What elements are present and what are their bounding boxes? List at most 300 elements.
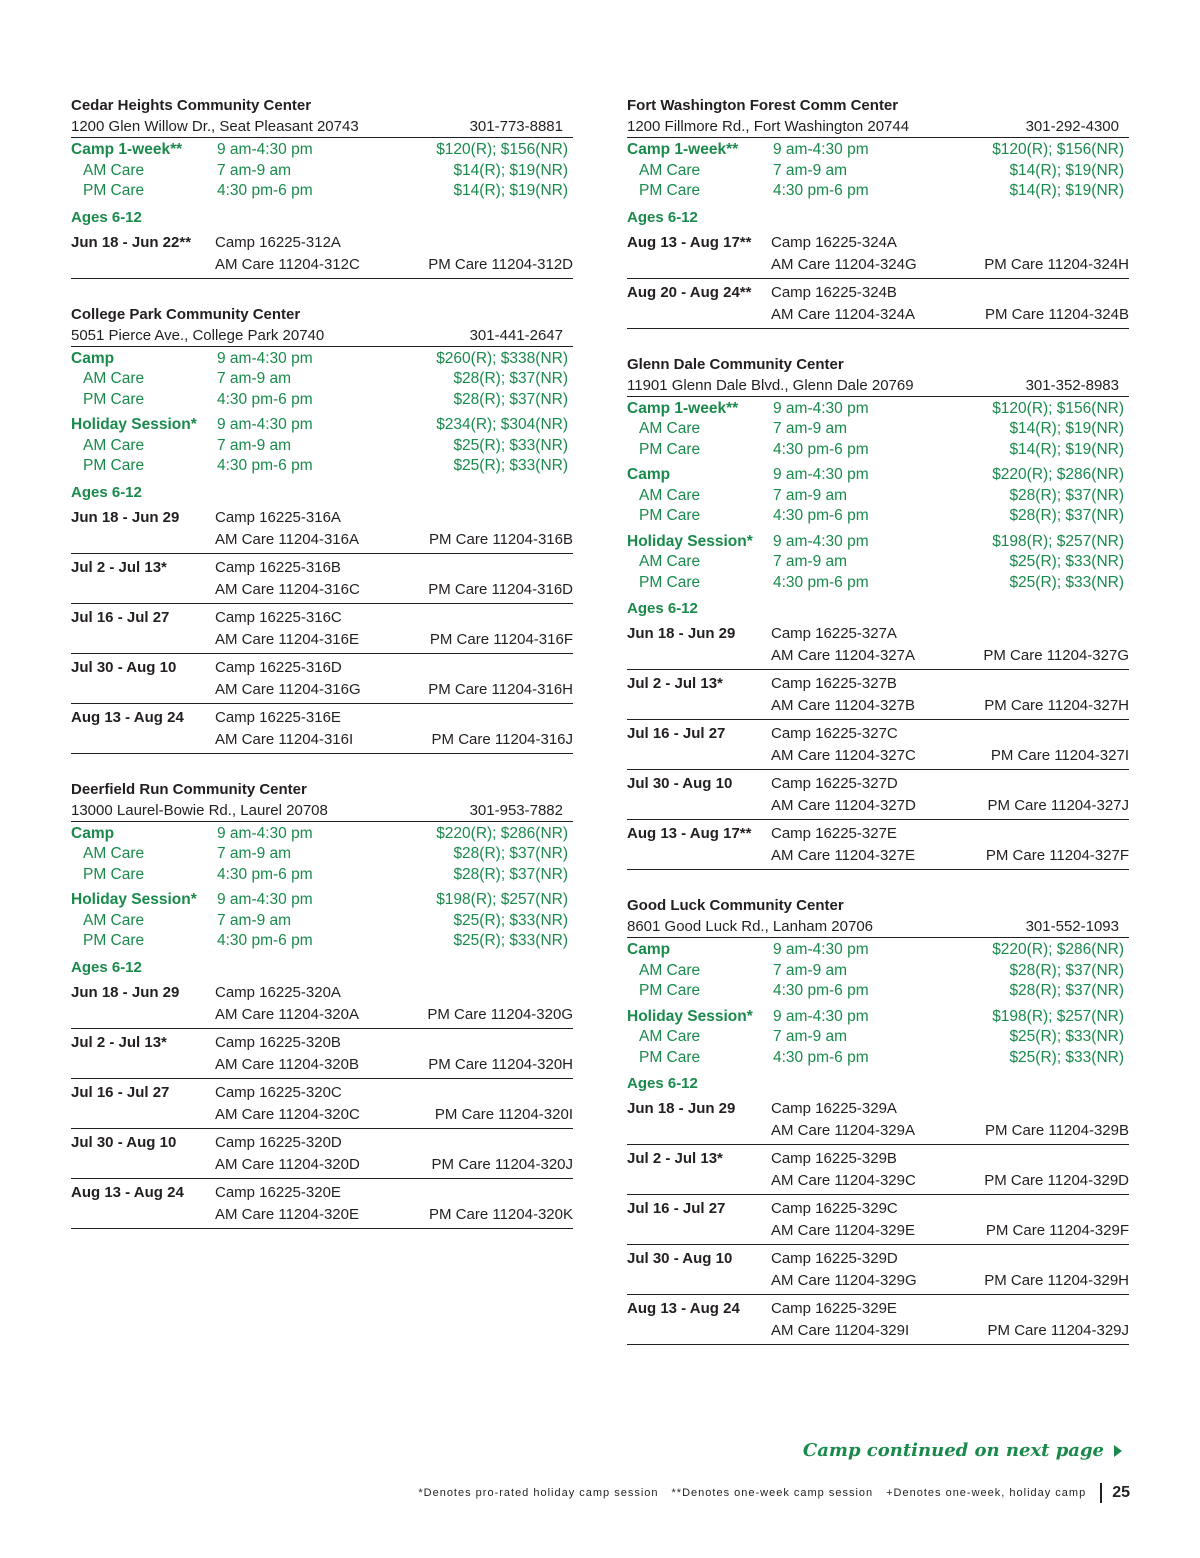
- fee-time: 9 am-4:30 pm: [773, 941, 869, 958]
- session-camp-code: Camp 16225-316B: [215, 558, 341, 576]
- session-am-care-code: AM Care 11204-320A: [215, 1005, 359, 1023]
- session-camp-code: Camp 16225-316A: [215, 508, 341, 526]
- fee-label: PM Care: [639, 507, 701, 524]
- session-am-care-code: AM Care 11204-327B: [771, 697, 915, 714]
- session-pm-care-code: PM Care 11204-320J: [431, 1155, 573, 1173]
- session-camp-code: Camp 16225-316D: [215, 658, 342, 676]
- session-date: Jul 30 - Aug 10: [71, 658, 177, 676]
- center-address: 1200 Fillmore Rd., Fort Washington 20744: [627, 118, 910, 135]
- fee-label: AM Care: [639, 420, 701, 437]
- session-row: [627, 620, 1129, 670]
- session-am-care-code: AM Care 11204-329C: [771, 1172, 916, 1189]
- ages-heading: Ages 6-12: [627, 208, 698, 226]
- fee-row: [627, 961, 1129, 982]
- center-address: 13000 Laurel-Bowie Rd., Laurel 20708: [71, 801, 328, 819]
- center-address-line: [71, 800, 573, 822]
- ages-heading: Ages 6-12: [71, 483, 142, 501]
- session-row: [627, 279, 1129, 329]
- session-camp-code: Camp 16225-320C: [215, 1083, 342, 1101]
- fee-table: [627, 138, 1129, 202]
- session-pm-care-code: PM Care 11204-327H: [984, 697, 1129, 714]
- center-address-line: [71, 325, 573, 347]
- center-block: [627, 96, 1129, 329]
- session-camp-code: Camp 16225-324B: [771, 283, 897, 301]
- session-row: [71, 979, 573, 1029]
- fee-label: AM Care: [83, 436, 145, 454]
- session-date: Jul 30 - Aug 10: [627, 775, 733, 792]
- fee-table: [627, 397, 1129, 594]
- fee-label: PM Care: [83, 390, 145, 408]
- session-row: [71, 604, 573, 654]
- session-camp-code: Camp 16225-329C: [771, 1200, 898, 1217]
- fee-time: 4:30 pm-6 pm: [217, 457, 313, 474]
- fee-label: PM Care: [639, 982, 701, 999]
- session-camp-code: Camp 16225-324A: [771, 233, 897, 251]
- fee-row: [71, 931, 573, 952]
- session-date: Jun 18 - Jun 22**: [71, 233, 192, 251]
- arrow-right-icon: [1114, 1445, 1122, 1457]
- fee-label: PM Care: [639, 182, 701, 199]
- session-date: Aug 13 - Aug 17**: [627, 233, 752, 251]
- session-date: Jun 18 - Jun 29: [627, 1100, 736, 1117]
- session-am-care-code: AM Care 11204-327D: [771, 797, 916, 814]
- session-pm-care-code: PM Care 11204-329B: [985, 1122, 1129, 1139]
- fee-price: $25(R); $33(NR): [453, 911, 568, 929]
- session-row: [71, 1179, 573, 1229]
- fee-price: $28(R); $37(NR): [453, 865, 568, 883]
- fee-price: $28(R); $37(NR): [453, 845, 568, 862]
- ages-heading: Ages 6-12: [71, 958, 142, 976]
- session-pm-care-code: PM Care 11204-320I: [434, 1105, 573, 1123]
- fee-price: $120(R); $156(NR): [436, 141, 568, 158]
- session-am-care-code: AM Care 11204-316E: [215, 630, 359, 648]
- session-pm-care-code: PM Care 11204-320H: [428, 1055, 573, 1073]
- session-pm-care-code: PM Care 11204-316D: [428, 580, 573, 598]
- fee-time: 4:30 pm-6 pm: [217, 182, 313, 199]
- fee-price: $220(R); $286(NR): [992, 466, 1124, 483]
- fee-row: [71, 349, 573, 370]
- fee-table: [71, 138, 573, 202]
- fee-row: [71, 181, 573, 202]
- session-pm-care-code: PM Care 11204-327G: [983, 647, 1129, 664]
- session-row: [627, 1295, 1129, 1345]
- fee-label: PM Care: [83, 865, 145, 883]
- session-camp-code: Camp 16225-327C: [771, 725, 898, 742]
- center-phone: 301-352-8983: [1025, 376, 1119, 394]
- fee-price: $198(R); $257(NR): [992, 1007, 1124, 1025]
- session-date: Aug 20 - Aug 24**: [627, 283, 752, 301]
- right-column: [627, 96, 1129, 1371]
- session-pm-care-code: PM Care 11204-329F: [985, 1222, 1129, 1239]
- fee-price: $198(R); $257(NR): [436, 891, 568, 908]
- left-column: [71, 96, 573, 1255]
- fee-price: $120(R); $156(NR): [992, 399, 1124, 417]
- center-address: 8601 Good Luck Rd., Lanham 20706: [627, 918, 874, 935]
- fee-label: Camp: [627, 466, 671, 483]
- session-pm-care-code: PM Care 11204-329J: [987, 1322, 1129, 1339]
- fee-label: PM Care: [639, 1048, 701, 1066]
- session-row: [71, 1079, 573, 1129]
- center-address: 5051 Pierce Ave., College Park 20740: [71, 326, 325, 344]
- fee-price: $220(R); $286(NR): [992, 941, 1124, 958]
- fee-row: [71, 890, 573, 911]
- session-row: [627, 229, 1129, 279]
- fee-label: AM Care: [83, 370, 145, 387]
- fee-label: AM Care: [83, 845, 145, 862]
- fee-time: 7 am-9 am: [773, 161, 848, 179]
- center-name: Deerfield Run Community Center: [71, 780, 307, 798]
- fee-row: [627, 440, 1129, 461]
- fee-row: [71, 140, 573, 161]
- fee-row: [627, 1048, 1129, 1069]
- fee-label: AM Care: [639, 553, 701, 570]
- fee-price: $28(R); $37(NR): [1009, 507, 1124, 524]
- fee-label: Camp 1-week**: [627, 141, 739, 158]
- session-row: [71, 704, 573, 754]
- fee-time: 4:30 pm-6 pm: [773, 982, 869, 999]
- session-row: [627, 820, 1129, 870]
- fee-price: $25(R); $33(NR): [453, 457, 568, 474]
- fee-time: 7 am-9 am: [773, 486, 848, 504]
- fee-time: 7 am-9 am: [773, 1028, 848, 1045]
- fee-label: Holiday Session*: [627, 532, 753, 550]
- session-row: [627, 1195, 1129, 1245]
- center-name: College Park Community Center: [71, 305, 301, 323]
- fee-label: Camp 1-week**: [627, 399, 739, 417]
- fee-time: 4:30 pm-6 pm: [773, 507, 869, 524]
- session-am-care-code: AM Care 11204-316G: [215, 680, 361, 698]
- session-pm-care-code: PM Care 11204-324H: [984, 255, 1129, 273]
- session-row: [71, 229, 573, 279]
- session-row: [627, 1145, 1129, 1195]
- center-address-line: [627, 916, 1129, 938]
- session-date: Aug 13 - Aug 24: [627, 1300, 740, 1317]
- fee-time: 7 am-9 am: [217, 845, 292, 862]
- session-am-care-code: AM Care 11204-316A: [215, 530, 359, 548]
- fee-row: [71, 824, 573, 845]
- fee-time: 4:30 pm-6 pm: [773, 440, 869, 458]
- session-camp-code: Camp 16225-316C: [215, 608, 342, 626]
- fee-price: $14(R); $19(NR): [1009, 440, 1124, 458]
- session-row: [71, 554, 573, 604]
- fee-time: 4:30 pm-6 pm: [217, 390, 313, 408]
- session-am-care-code: AM Care 11204-312C: [215, 255, 360, 273]
- fee-row: [627, 419, 1129, 440]
- center-address: 11901 Glenn Dale Blvd., Glenn Dale 20769: [627, 376, 914, 394]
- fee-price: $14(R); $19(NR): [1009, 161, 1124, 179]
- fee-row: [627, 181, 1129, 202]
- session-date: Jul 16 - Jul 27: [627, 1200, 726, 1217]
- fee-time: 7 am-9 am: [773, 420, 848, 437]
- fee-time: 9 am-4:30 pm: [773, 532, 869, 550]
- session-pm-care-code: PM Care 11204-327I: [990, 747, 1129, 764]
- session-row: [627, 770, 1129, 820]
- fee-time: 9 am-4:30 pm: [217, 416, 313, 433]
- fee-price: $260(R); $338(NR): [436, 349, 568, 367]
- session-am-care-code: AM Care 11204-320C: [215, 1105, 360, 1123]
- fee-row: [71, 390, 573, 411]
- fee-price: $25(R); $33(NR): [1009, 1048, 1124, 1066]
- fee-label: Holiday Session*: [627, 1007, 753, 1025]
- session-am-care-code: AM Care 11204-316C: [215, 580, 360, 598]
- center-name: Cedar Heights Community Center: [71, 97, 312, 114]
- session-am-care-code: AM Care 11204-329I: [771, 1322, 910, 1339]
- fee-time: 9 am-4:30 pm: [773, 141, 869, 158]
- session-am-care-code: AM Care 11204-327A: [771, 647, 915, 664]
- session-row: [71, 1029, 573, 1079]
- fee-price: $220(R); $286(NR): [436, 824, 568, 842]
- fee-price: $28(R); $37(NR): [1009, 982, 1124, 999]
- fee-price: $28(R); $37(NR): [1009, 961, 1124, 979]
- center-block: [71, 780, 573, 1229]
- fee-time: 7 am-9 am: [773, 553, 848, 570]
- fee-time: 9 am-4:30 pm: [217, 141, 313, 158]
- session-date: Jul 2 - Jul 13*: [71, 1033, 167, 1051]
- ages-heading: Ages 6-12: [71, 208, 142, 226]
- session-camp-code: Camp 16225-329A: [771, 1100, 897, 1117]
- fee-label: PM Care: [639, 440, 701, 458]
- center-block: [71, 96, 573, 279]
- session-camp-code: Camp 16225-320B: [215, 1033, 341, 1051]
- fee-label: PM Care: [639, 573, 701, 591]
- fee-label: Camp: [71, 824, 115, 842]
- fee-price: $28(R); $37(NR): [453, 390, 568, 408]
- session-pm-care-code: PM Care 11204-316H: [428, 680, 573, 698]
- fee-row: [627, 399, 1129, 420]
- fee-price: $198(R); $257(NR): [992, 532, 1124, 550]
- fee-row: [71, 436, 573, 457]
- fee-price: $14(R); $19(NR): [453, 161, 568, 179]
- session-row: [71, 654, 573, 704]
- session-date: Jul 16 - Jul 27: [627, 725, 726, 742]
- session-am-care-code: AM Care 11204-320B: [215, 1055, 359, 1073]
- center-name: Glenn Dale Community Center: [627, 355, 844, 373]
- center-phone: 301-773-8881: [469, 118, 563, 135]
- fee-time: 4:30 pm-6 pm: [217, 932, 313, 949]
- session-am-care-code: AM Care 11204-329G: [771, 1272, 917, 1289]
- fee-label: PM Care: [83, 457, 145, 474]
- session-camp-code: Camp 16225-329B: [771, 1150, 897, 1167]
- center-phone: 301-292-4300: [1025, 118, 1119, 135]
- fee-price: $28(R); $37(NR): [453, 370, 568, 387]
- session-row: [627, 1245, 1129, 1295]
- session-date: Jul 2 - Jul 13*: [71, 558, 167, 576]
- footnote-one-week: **Denotes one-week camp session: [671, 1487, 874, 1499]
- session-date: Aug 13 - Aug 17**: [627, 825, 752, 842]
- fee-time: 9 am-4:30 pm: [217, 824, 313, 842]
- fee-time: 4:30 pm-6 pm: [773, 573, 869, 591]
- footnote-one-week-holiday: +Denotes one-week, holiday camp: [886, 1487, 1087, 1499]
- fee-row: [627, 140, 1129, 161]
- center-name: Fort Washington Forest Comm Center: [627, 97, 899, 114]
- fee-price: $120(R); $156(NR): [992, 141, 1124, 158]
- session-date: Jun 18 - Jun 29: [71, 508, 180, 526]
- session-row: [71, 1129, 573, 1179]
- fee-row: [71, 415, 573, 436]
- fee-row: [71, 865, 573, 886]
- session-date: Jul 2 - Jul 13*: [627, 1150, 723, 1167]
- center-phone: 301-552-1093: [1025, 918, 1119, 935]
- session-date: Jul 16 - Jul 27: [71, 608, 170, 626]
- center-address-line: [627, 375, 1129, 397]
- ages-heading: Ages 6-12: [627, 1075, 698, 1092]
- fee-time: 7 am-9 am: [217, 436, 292, 454]
- session-pm-care-code: PM Care 11204-316F: [429, 630, 573, 648]
- session-am-care-code: AM Care 11204-327E: [771, 847, 915, 864]
- continued-text: Camp continued on next page: [802, 1440, 1104, 1461]
- fee-price: $28(R); $37(NR): [1009, 486, 1124, 504]
- fee-label: Camp 1-week**: [71, 141, 183, 158]
- ages-heading: Ages 6-12: [627, 600, 698, 617]
- session-date: Jun 18 - Jun 29: [71, 983, 180, 1001]
- session-am-care-code: AM Care 11204-320D: [215, 1155, 360, 1173]
- fee-time: 7 am-9 am: [773, 961, 848, 979]
- session-pm-care-code: PM Care 11204-316J: [431, 730, 573, 748]
- fee-time: 4:30 pm-6 pm: [773, 182, 869, 199]
- session-camp-code: Camp 16225-327A: [771, 625, 897, 642]
- session-pm-care-code: PM Care 11204-316B: [429, 530, 573, 548]
- session-camp-code: Camp 16225-312A: [215, 233, 341, 251]
- session-date: Jul 30 - Aug 10: [71, 1133, 177, 1151]
- fee-row: [71, 161, 573, 182]
- fee-row: [627, 1007, 1129, 1028]
- session-am-care-code: AM Care 11204-320E: [215, 1205, 359, 1223]
- fee-time: 9 am-4:30 pm: [773, 1007, 869, 1025]
- center-block: [71, 305, 573, 754]
- session-camp-code: Camp 16225-316E: [215, 708, 341, 726]
- fee-row: [71, 456, 573, 477]
- fee-label: AM Care: [639, 161, 701, 179]
- fee-row: [627, 981, 1129, 1002]
- center-block: [627, 896, 1129, 1345]
- fee-price: $14(R); $19(NR): [1009, 182, 1124, 199]
- fee-row: [71, 844, 573, 865]
- center-block: [627, 355, 1129, 871]
- session-date: Jul 16 - Jul 27: [71, 1083, 170, 1101]
- session-am-care-code: AM Care 11204-316I: [215, 730, 354, 748]
- fee-price: $234(R); $304(NR): [436, 416, 568, 433]
- fee-price: $25(R); $33(NR): [453, 932, 568, 949]
- center-address-line: [71, 116, 573, 138]
- session-camp-code: Camp 16225-329E: [771, 1300, 897, 1317]
- center-name: Good Luck Community Center: [627, 897, 844, 914]
- session-am-care-code: AM Care 11204-329E: [771, 1222, 915, 1239]
- fee-row: [627, 532, 1129, 553]
- session-camp-code: Camp 16225-329D: [771, 1250, 898, 1267]
- session-row: [627, 720, 1129, 770]
- center-address-line: [627, 116, 1129, 138]
- session-camp-code: Camp 16225-320D: [215, 1133, 342, 1151]
- session-am-care-code: AM Care 11204-324G: [771, 255, 917, 273]
- fee-time: 9 am-4:30 pm: [773, 466, 869, 483]
- fee-row: [627, 465, 1129, 486]
- fee-time: 9 am-4:30 pm: [217, 891, 313, 908]
- session-camp-code: Camp 16225-327B: [771, 675, 897, 692]
- fee-label: AM Care: [639, 961, 701, 979]
- fee-price: $25(R); $33(NR): [453, 436, 568, 454]
- fee-label: AM Care: [83, 911, 145, 929]
- fee-price: $14(R); $19(NR): [453, 182, 568, 199]
- session-pm-care-code: PM Care 11204-312D: [428, 255, 573, 273]
- fee-label: AM Care: [639, 1028, 701, 1045]
- session-row: [627, 1095, 1129, 1145]
- center-phone: 301-441-2647: [469, 326, 563, 344]
- session-pm-care-code: PM Care 11204-327J: [987, 797, 1129, 814]
- fee-row: [627, 161, 1129, 182]
- fee-label: Holiday Session*: [71, 891, 197, 908]
- fee-row: [71, 369, 573, 390]
- session-camp-code: Camp 16225-327D: [771, 775, 898, 792]
- fee-label: Camp: [71, 349, 115, 367]
- session-pm-care-code: PM Care 11204-327F: [985, 847, 1129, 864]
- fee-time: 7 am-9 am: [217, 161, 292, 179]
- session-camp-code: Camp 16225-327E: [771, 825, 897, 842]
- footer: [405, 1483, 1130, 1503]
- page-number: 25: [1112, 1484, 1130, 1501]
- fee-price: $14(R); $19(NR): [1009, 420, 1124, 437]
- session-pm-care-code: PM Care 11204-329H: [984, 1272, 1129, 1289]
- session-pm-care-code: PM Care 11204-329D: [984, 1172, 1129, 1189]
- session-row: [627, 670, 1129, 720]
- fee-label: AM Care: [639, 486, 701, 504]
- center-address: 1200 Glen Willow Dr., Seat Pleasant 20743: [71, 118, 359, 135]
- session-date: Jun 18 - Jun 29: [627, 625, 736, 642]
- fee-row: [627, 506, 1129, 527]
- fee-time: 9 am-4:30 pm: [773, 399, 869, 417]
- session-date: Aug 13 - Aug 24: [71, 1183, 184, 1201]
- continued-note[interactable]: [803, 1440, 1122, 1461]
- session-am-care-code: AM Care 11204-324A: [771, 305, 915, 323]
- fee-label: Holiday Session*: [71, 416, 197, 433]
- fee-price: $25(R); $33(NR): [1009, 1028, 1124, 1045]
- fee-row: [71, 911, 573, 932]
- session-camp-code: Camp 16225-320E: [215, 1183, 341, 1201]
- session-pm-care-code: PM Care 11204-324B: [985, 305, 1129, 323]
- session-camp-code: Camp 16225-320A: [215, 983, 341, 1001]
- fee-time: 7 am-9 am: [217, 370, 292, 387]
- session-pm-care-code: PM Care 11204-320G: [427, 1005, 573, 1023]
- fee-row: [627, 486, 1129, 507]
- session-pm-care-code: PM Care 11204-320K: [429, 1205, 573, 1223]
- fee-row: [627, 1027, 1129, 1048]
- fee-time: 7 am-9 am: [217, 911, 292, 929]
- center-phone: 301-953-7882: [469, 801, 563, 819]
- fee-row: [627, 573, 1129, 594]
- fee-label: Camp: [627, 941, 671, 958]
- session-date: Aug 13 - Aug 24: [71, 708, 184, 726]
- fee-table: [71, 822, 573, 952]
- session-am-care-code: AM Care 11204-327C: [771, 747, 916, 764]
- fee-price: $25(R); $33(NR): [1009, 553, 1124, 570]
- session-am-care-code: AM Care 11204-329A: [771, 1122, 915, 1139]
- fee-label: AM Care: [83, 161, 145, 179]
- session-date: Jul 30 - Aug 10: [627, 1250, 733, 1267]
- fee-table: [627, 938, 1129, 1068]
- fee-row: [627, 552, 1129, 573]
- fee-price: $25(R); $33(NR): [1009, 573, 1124, 591]
- footnote-prorated: *Denotes pro-rated holiday camp session: [418, 1487, 659, 1499]
- session-row: [71, 504, 573, 554]
- fee-label: PM Care: [83, 932, 145, 949]
- fee-row: [627, 940, 1129, 961]
- fee-time: 4:30 pm-6 pm: [217, 865, 313, 883]
- fee-time: 9 am-4:30 pm: [217, 349, 313, 367]
- fee-table: [71, 347, 573, 477]
- footer-divider: [1100, 1483, 1102, 1503]
- fee-label: PM Care: [83, 182, 145, 199]
- session-date: Jul 2 - Jul 13*: [627, 675, 723, 692]
- fee-time: 4:30 pm-6 pm: [773, 1048, 869, 1066]
